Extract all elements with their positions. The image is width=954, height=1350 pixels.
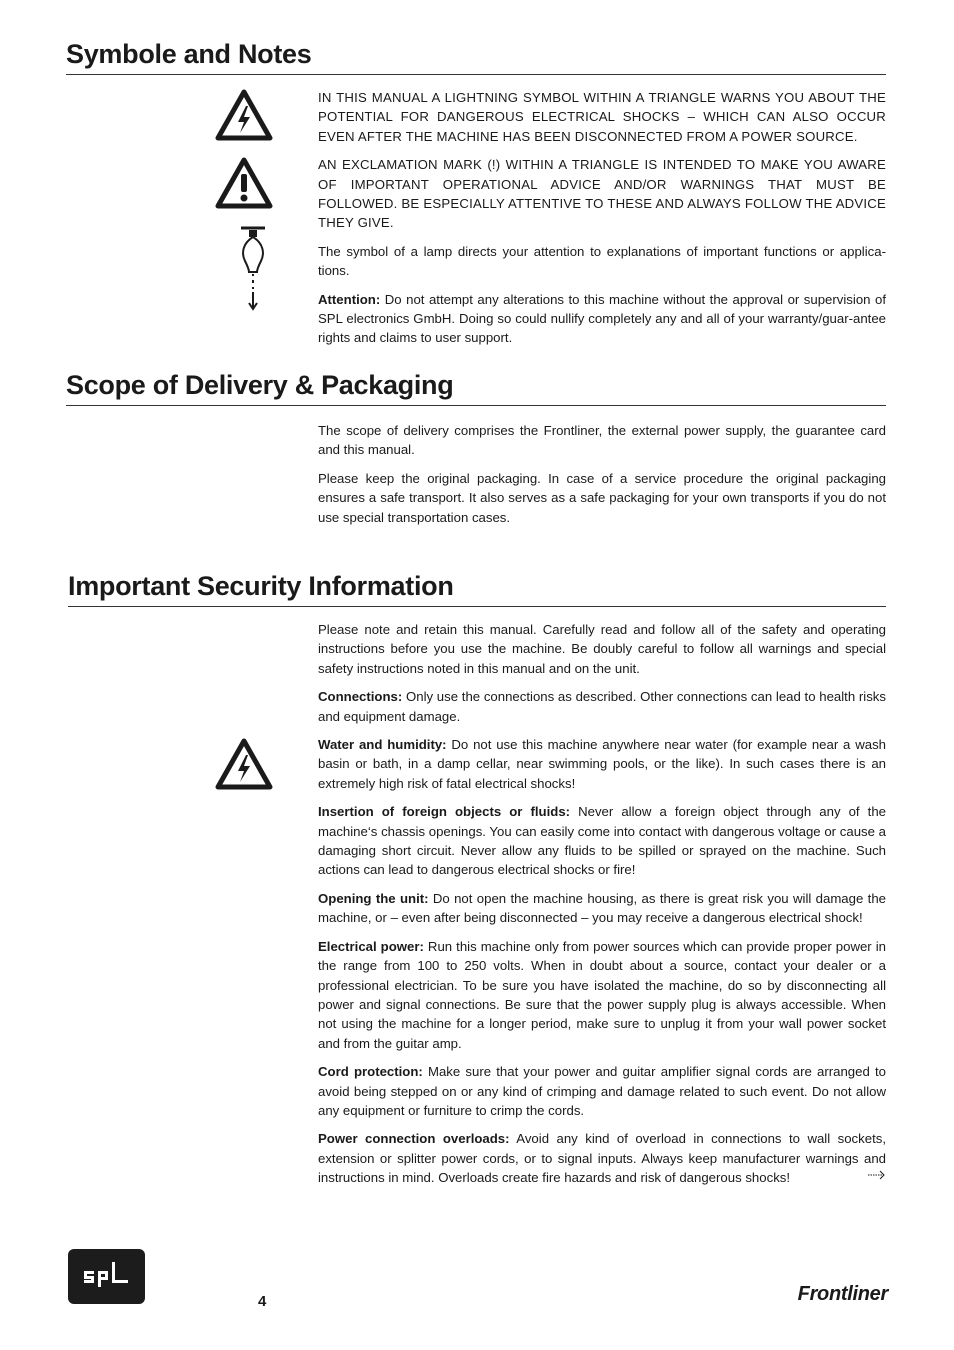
item-text: Do not use this machine anywhere near water (for example near a wash basin or bath, in a damp cellar, near swimming pools, or the like). In such cases there is an extremely high risk of fatal electrical shocks! [318, 737, 886, 791]
product-name: Frontliner [797, 1283, 888, 1305]
security-item-power [318, 937, 886, 1053]
lamp-note: The symbol of a lamp directs your attention to explanations of important functions or applica-tions. [318, 243, 886, 279]
item-text: Only use the connections as described. Other connections can lead to health risks and equipment damage. [318, 689, 886, 724]
lamp-icon [236, 225, 270, 313]
security-item-overloads [318, 1129, 886, 1187]
spl-logo-mark [68, 1249, 145, 1304]
item-text: Avoid any kind of overload in connections to wall sockets, extension or splitter power cords, or to signal inputs. Always keep manufacturer warnings and instructions in mind. Overloads create fire hazards and risk of dangerous shocks! [318, 1131, 886, 1186]
continue-arrow-icon [868, 1169, 886, 1181]
security-item-cord [318, 1062, 886, 1120]
item-text: Do not open the machine housing, as there is great risk you will damage the machine, or – even after being disconnected – you may receive a dangerous electrical shock! [318, 890, 886, 926]
item-label: Water and humidity: [318, 737, 447, 753]
symbols-text-column [318, 88, 886, 357]
lightning-warning-icon [215, 89, 273, 141]
attention-text: Do not attempt any alterations to this machine without the approval or supervision of SPL electronics GmbH. Doing so could nullify completely any and all of your warranty/guar-antee rights and claims to user support. [318, 291, 886, 346]
item-label: Electrical power: [318, 938, 424, 954]
security-intro: Please note and retain this manual. Carefully read and follow all of the safety and operating instructions before you use the machine. Be doubly careful to follow all warnings and special safety instructions noted in this manual and on the unit. [318, 622, 886, 676]
packaging-paragraph: Please keep the original packaging. In case of a service procedure the original packaging ensures a safe transport. It also serves as a safe packaging for your own transports if you do not use special transportation cases. [318, 470, 886, 525]
item-text: Make sure that your power and guitar amplifier signal cords are arranged to avoid being stepped on or any kind of crimping and damage related to such event. Do not allow any equipment or furniture to crimp the cords. [318, 1064, 886, 1118]
delivery-text-column [318, 421, 886, 536]
delivery-paragraph: The scope of delivery comprises the Frontliner, the external power supply, the guarantee card and this manual. [318, 423, 886, 458]
attention-label: Attention: [318, 291, 381, 307]
item-label: Connections: [318, 689, 403, 705]
exclamation-note: AN EXCLAMATION MARK (!) WITHIN A TRIANGLE IS INTENDED TO MAKE YOU AWARE OF IMPORTANT OPERATIONAL ADVICE AND/OR WARNINGS THAT MUST BE FOLLOWED. BE ESPECIALLY ATTENTIVE TO THESE AND ALWAYS FOLLOW THE ADVICE THEY GIVE. [318, 157, 886, 231]
security-item-foreign-objects [318, 802, 886, 880]
item-text: Never allow a foreign object through any of the machine‘s chassis openings. You can easily come into contact with dangerous voltage or cause a damaging short circuit. Never allow any fluids to be spilled or sprayed on the machine. Such actions can lead to dangerous electrical shocks or fire! [318, 804, 886, 878]
attention-note [318, 290, 886, 348]
page-number: 4 [258, 1293, 267, 1310]
security-item-connections [318, 687, 886, 726]
item-label: Cord protection: [318, 1064, 423, 1080]
lightning-note: IN THIS MANUAL A LIGHTNING SYMBOL WITHIN A TRIANGLE WARNS YOU ABOUT THE POTENTIAL FOR DANGEROUS ELECTRICAL SHOCKS – WHICH CAN ALSO OCCUR EVEN AFTER THE MACHINE HAS BEEN DISCONNECTED FROM A POWER SOURCE. [318, 90, 886, 144]
item-label: Opening the unit: [318, 890, 429, 906]
lightning-warning-icon [215, 738, 273, 790]
item-label: Power connection overloads: [318, 1131, 510, 1147]
security-text-column [318, 620, 886, 1197]
section-title-symbols: Symbole and Notes [66, 40, 886, 75]
section-title-security: Important Security Information [68, 572, 886, 607]
security-item-water [318, 735, 886, 793]
spl-logo [68, 1249, 145, 1304]
item-label: Insertion of foreign objects or fluids: [318, 804, 571, 820]
security-item-opening [318, 889, 886, 928]
item-text: Run this machine only from power sources which can provide proper power in the range from 100 to 250 volts. When in doubt about a source, contact your dealer or a professional electrician. To be sure you have isolated the machine, do so by disconnecting all power and signal connections. Be sure that the power supply plug is always accessible. When not using the machine for a longer period, make sure to unplug it from your wall power socket and from the guitar amp. [318, 938, 886, 1051]
section-title-delivery: Scope of Delivery & Packaging [66, 371, 886, 406]
exclamation-warning-icon [215, 157, 273, 209]
